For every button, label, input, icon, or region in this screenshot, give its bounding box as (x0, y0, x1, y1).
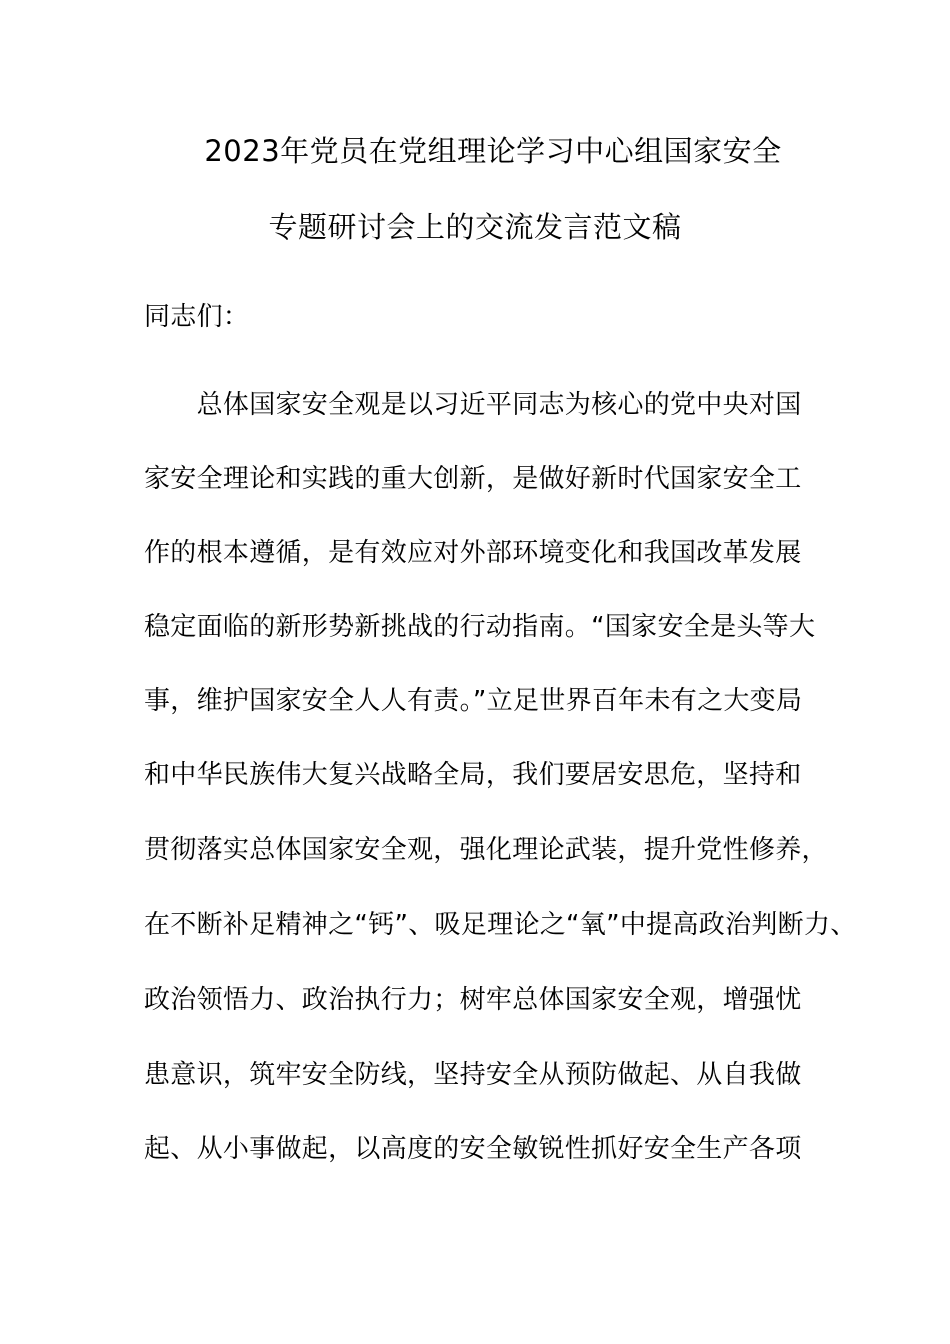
body-line-2: 家安全理论和实践的重大创新，是做好新时代国家安全工 (144, 464, 802, 494)
document-title-line-2: 专题研讨会上的交流发言范文稿 (268, 210, 682, 244)
body-line-8: 在不断补足精神之“钙”、吸足理论之“氧”中提高政治判断力、 (144, 910, 857, 940)
body-line-7: 贯彻落实总体国家安全观，强化理论武装，提升党性修养， (144, 835, 828, 865)
body-line-4: 稳定面临的新形势新挑战的行动指南。“国家安全是头等大 (144, 612, 816, 642)
body-line-9: 政治领悟力、政治执行力；树牢总体国家安全观，增强忧 (144, 985, 802, 1015)
body-line-1: 总体国家安全观是以习近平同志为核心的党中央对国 (144, 390, 802, 420)
body-line-10: 患意识，筑牢安全防线，坚持安全从预防做起、从自我做 (144, 1060, 802, 1090)
body-line-5: 事，维护国家安全人人有责。”立足世界百年未有之大变局 (144, 686, 803, 716)
document-title-line-1: 2023年党员在党组理论学习中心组国家安全 (204, 134, 782, 168)
body-line-3: 作的根本遵循，是有效应对外部环境变化和我国改革发展 (144, 538, 802, 568)
body-line-6: 和中华民族伟大复兴战略全局，我们要居安思危，坚持和 (144, 760, 802, 790)
salutation: 同志们： (144, 302, 250, 332)
body-line-11: 起、从小事做起，以高度的安全敏锐性抓好安全生产各项 (144, 1134, 802, 1164)
